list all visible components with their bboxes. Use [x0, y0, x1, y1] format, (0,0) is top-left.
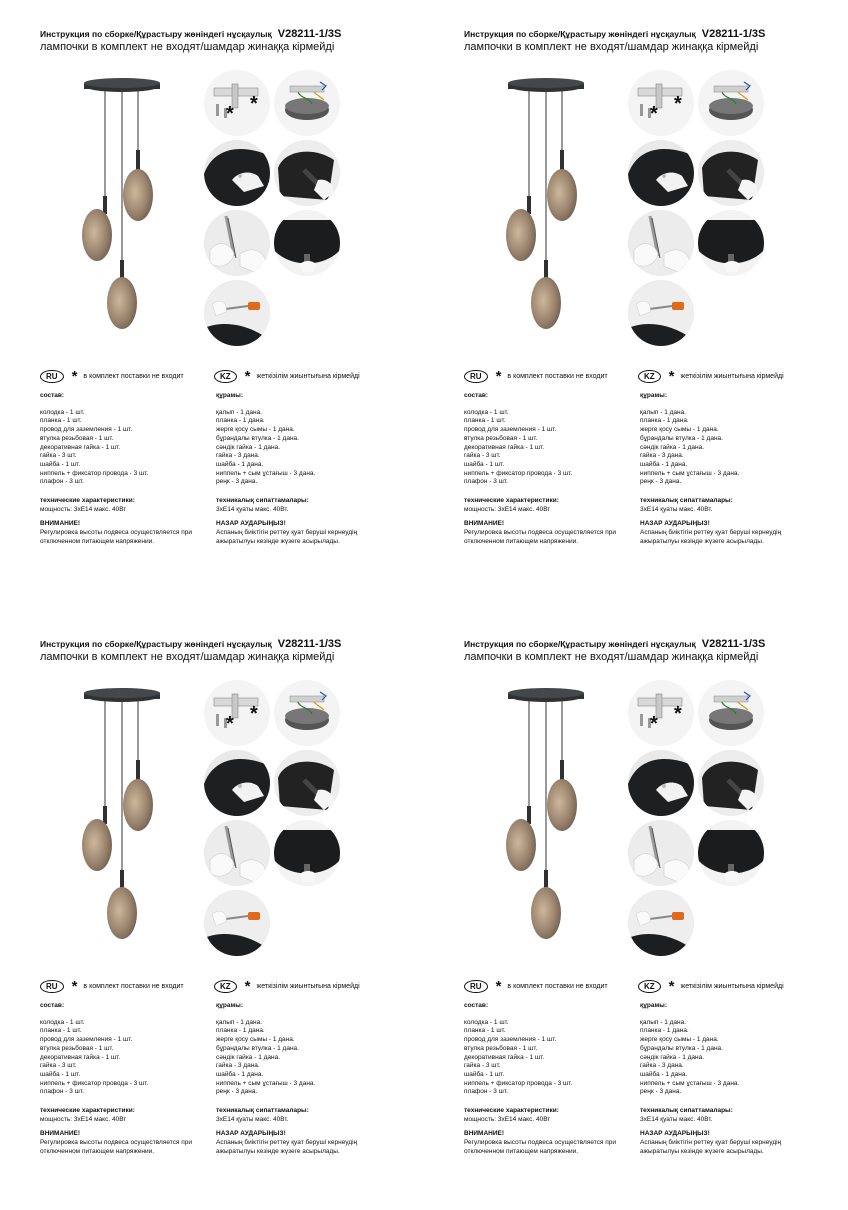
- bulbs-note: лампочки в комплект не входят/шамдар жинаққа кірмейді: [464, 651, 759, 663]
- contents-item: шайба - 1 шт.: [464, 1070, 505, 1078]
- bulbs-note: лампочки в комплект не входят/шамдар жинаққа кірмейді: [40, 651, 335, 663]
- legend-kz-text: жеткізілім жиынтығына кірмейді: [680, 983, 784, 990]
- instruction-title: Инструкция по сборке/Құрастыру жөніндегі нұсқаулық V28211-1/3S: [40, 28, 342, 40]
- contents-item: плафон - 3 шт.: [40, 1088, 84, 1096]
- contents-item: гайка - 3 шт.: [464, 1062, 501, 1070]
- step-2-canopy-wiring: [698, 70, 764, 136]
- contents-item: сәндік гайка - 1 дана.: [216, 443, 281, 451]
- ru-badge: RU: [40, 980, 64, 993]
- step-6-canopy-bottom: [698, 210, 764, 276]
- contents-item: втулка резьбовая - 1 шт.: [464, 434, 538, 442]
- legend-kz: [214, 977, 360, 995]
- contents-item: жерге қосу сымы - 1 дана.: [216, 1036, 295, 1044]
- warning-label: НАЗАР АУДАРЫҢЫЗ!: [216, 520, 286, 528]
- warning-text: Регулировка высоты подвеса осуществляется при отключенном питающем напряжении.: [40, 1139, 192, 1155]
- legend-ru: [464, 977, 608, 995]
- contents-item: гайка - 3 дана.: [216, 1062, 260, 1070]
- contents-title: құрамы:: [216, 392, 243, 399]
- pendant-lamp-illustration: [72, 682, 182, 952]
- bulbs-note: лампочки в комплект не входят/шамдар жинаққа кірмейді: [40, 41, 335, 53]
- instruction-sheet-3: [0, 610, 424, 1210]
- instruction-title: Инструкция по сборке/Құрастыру жөніндегі нұсқаулық V28211-1/3S: [464, 638, 766, 650]
- contents-item: ниппель + фиксатор провода - 3 шт.: [464, 469, 573, 477]
- contents-item: планка - 1 дана.: [640, 417, 689, 425]
- contents-item: ниппель + фиксатор провода - 3 шт.: [40, 1079, 149, 1087]
- assembly-steps: [204, 70, 344, 340]
- legend-ru: [40, 977, 184, 995]
- asterisk-icon: *: [71, 977, 78, 995]
- contents-item: гайка - 3 шт.: [40, 1062, 77, 1070]
- step-5-thread-wire: [628, 820, 694, 886]
- contents-item: жерге қосу сымы - 1 дана.: [640, 1036, 719, 1044]
- contents-item: гайка - 3 шт.: [464, 452, 501, 460]
- contents-ru: [464, 392, 634, 547]
- contents-item: шайба - 1 шт.: [40, 460, 81, 468]
- contents-item: реңк - 3 дана.: [216, 478, 258, 486]
- contents-item: колодка - 1 шт.: [464, 1018, 509, 1026]
- step-4-fix-screw: [274, 140, 340, 206]
- contents-item: планка - 1 шт.: [464, 417, 506, 425]
- contents-item: планка - 1 шт.: [40, 1027, 82, 1035]
- legend-kz: [214, 367, 360, 385]
- contents-ru: [464, 1002, 634, 1157]
- contents-title: состав:: [464, 1002, 489, 1009]
- contents-item: колодка - 1 шт.: [464, 408, 509, 416]
- contents-kz: [640, 1002, 820, 1157]
- contents-item: гайка - 3 дана.: [640, 452, 684, 460]
- contents-item: плафон - 3 шт.: [40, 478, 84, 486]
- tech-value: мощность: 3xE14 макс. 40Вт: [40, 505, 127, 513]
- contents-item: ниппель + сым ұстағыш - 3 дана.: [216, 1079, 316, 1087]
- contents-item: декоративная гайка - 1 шт.: [40, 443, 121, 451]
- warning-label: НАЗАР АУДАРЫҢЫЗ!: [640, 1130, 710, 1138]
- pendant-lamp-illustration: [496, 72, 606, 342]
- contents-item: планка - 1 шт.: [464, 1027, 506, 1035]
- asterisk-icon: *: [71, 367, 78, 385]
- bulbs-note: лампочки в комплект не входят/шамдар жинаққа кірмейді: [464, 41, 759, 53]
- legend-ru: [40, 367, 184, 385]
- contents-item: жерге қосу сымы - 1 дана.: [216, 426, 295, 434]
- model-number: V28211-1/3S: [277, 638, 342, 650]
- instruction-title: Инструкция по сборке/Құрастыру жөніндегі нұсқаулық V28211-1/3S: [40, 638, 342, 650]
- legend-ru-text: в комплект поставки не входит: [507, 983, 608, 990]
- warning-text: Аспаның биіктігін реттеу қуат беруші кернеудің ажыратылуы кезінде жүзеге асырылады.: [216, 1139, 358, 1155]
- contents-item: ниппель + сым ұстағыш - 3 дана.: [640, 1079, 740, 1087]
- step-5-thread-wire: [204, 820, 270, 886]
- contents-item: реңк - 3 дана.: [216, 1088, 258, 1096]
- contents-title: құрамы:: [640, 1002, 667, 1009]
- ru-badge: RU: [40, 370, 64, 383]
- tech-label: технические характеристики:: [464, 497, 559, 505]
- contents-item: қалып - 1 дана.: [640, 408, 687, 416]
- contents-kz: [216, 1002, 396, 1157]
- svg-text:*: *: [250, 703, 258, 725]
- contents-item: шайба - 1 дана.: [640, 460, 688, 468]
- legend-ru-text: в комплект поставки не входит: [507, 373, 608, 380]
- contents-item: бұрандалы втулка - 1 дана.: [216, 1044, 299, 1052]
- step-3-mount-canopy: [628, 750, 694, 816]
- asterisk-icon: *: [668, 367, 675, 385]
- pendant-lamp-illustration: [72, 72, 182, 342]
- contents-item: бұрандалы втулка - 1 дана.: [640, 434, 723, 442]
- kz-badge: KZ: [638, 370, 661, 383]
- kz-badge: KZ: [214, 980, 237, 993]
- step-2-canopy-wiring: [698, 680, 764, 746]
- step-1-parts: [204, 680, 270, 746]
- contents-item: сәндік гайка - 1 дана.: [640, 1053, 705, 1061]
- contents-title: құрамы:: [216, 1002, 243, 1009]
- instruction-sheet-4: [424, 610, 848, 1210]
- contents-title: состав:: [40, 392, 65, 399]
- warning-text: Аспаның биіктігін реттеу қуат беруші кернеудің ажыратылуы кезінде жүзеге асырылады.: [640, 529, 782, 545]
- contents-item: провод для заземления - 1 шт.: [40, 426, 133, 434]
- step-3-mount-canopy: [204, 140, 270, 206]
- step-5-thread-wire: [628, 210, 694, 276]
- warning-label: ВНИМАНИЕ!: [464, 520, 505, 528]
- contents-item: декоративная гайка - 1 шт.: [40, 1053, 121, 1061]
- asterisk-icon: *: [244, 367, 251, 385]
- kz-badge: KZ: [638, 980, 661, 993]
- contents-item: реңк - 3 дана.: [640, 1088, 682, 1096]
- model-number: V28211-1/3S: [701, 28, 766, 40]
- contents-item: сәндік гайка - 1 дана.: [640, 443, 705, 451]
- tech-label: технические характеристики:: [464, 1107, 559, 1115]
- warning-text: Регулировка высоты подвеса осуществляется при отключенном питающем напряжении.: [464, 529, 616, 545]
- tech-value: 3xE14 қуаты макс. 40Вт.: [640, 1115, 713, 1123]
- ru-badge: RU: [464, 370, 488, 383]
- tech-value: 3xE14 қуаты макс. 40Вт.: [216, 1115, 289, 1123]
- contents-item: планка - 1 шт.: [40, 417, 82, 425]
- warning-label: ВНИМАНИЕ!: [40, 520, 81, 528]
- contents-item: колодка - 1 шт.: [40, 1018, 85, 1026]
- contents-item: провод для заземления - 1 шт.: [40, 1036, 133, 1044]
- instruction-sheet-2: [424, 0, 848, 600]
- asterisk-icon: *: [244, 977, 251, 995]
- step-6-canopy-bottom: [274, 820, 340, 886]
- tech-label: технические характеристики:: [40, 1107, 135, 1115]
- contents-item: қалып - 1 дана.: [216, 1018, 263, 1026]
- warning-text: Регулировка высоты подвеса осуществляется при отключенном питающем напряжении.: [40, 529, 192, 545]
- model-number: V28211-1/3S: [277, 28, 342, 40]
- step-7-screwdriver: [204, 890, 270, 956]
- svg-text:*: *: [226, 713, 234, 735]
- contents-item: шайба - 1 дана.: [216, 1070, 264, 1078]
- contents-item: втулка резьбовая - 1 шт.: [40, 434, 114, 442]
- contents-item: гайка - 3 дана.: [216, 452, 260, 460]
- svg-text:*: *: [674, 703, 682, 725]
- tech-label: техникалық сипаттамалары:: [640, 497, 733, 505]
- kz-badge: KZ: [214, 370, 237, 383]
- legend-ru-text: в комплект поставки не входит: [83, 373, 184, 380]
- legend-ru: [464, 367, 608, 385]
- warning-text: Аспаның биіктігін реттеу қуат беруші кернеудің ажыратылуы кезінде жүзеге асырылады.: [216, 529, 358, 545]
- contents-item: шайба - 1 шт.: [464, 460, 505, 468]
- contents-item: ниппель + фиксатор провода - 3 шт.: [464, 1079, 573, 1087]
- warning-text: Аспаның биіктігін реттеу қуат беруші кернеудің ажыратылуы кезінде жүзеге асырылады.: [640, 1139, 782, 1155]
- step-1-parts: [628, 70, 694, 136]
- tech-value: мощность: 3xE14 макс. 40Вт: [40, 1115, 127, 1123]
- contents-item: втулка резьбовая - 1 шт.: [40, 1044, 114, 1052]
- step-1-parts: [628, 680, 694, 746]
- legend-kz: [638, 977, 784, 995]
- contents-item: қалып - 1 дана.: [640, 1018, 687, 1026]
- tech-value: мощность: 3xE14 макс. 40Вт: [464, 1115, 551, 1123]
- contents-item: бұрандалы втулка - 1 дана.: [216, 434, 299, 442]
- legend-kz-text: жеткізілім жиынтығына кірмейді: [680, 373, 784, 380]
- warning-text: Регулировка высоты подвеса осуществляется при отключенном питающем напряжении.: [464, 1139, 616, 1155]
- step-2-canopy-wiring: [274, 680, 340, 746]
- warning-label: НАЗАР АУДАРЫҢЫЗ!: [216, 1130, 286, 1138]
- contents-item: планка - 1 дана.: [216, 417, 265, 425]
- step-4-fix-screw: [274, 750, 340, 816]
- legend-kz-text: жеткізілім жиынтығына кірмейді: [256, 373, 360, 380]
- contents-kz: [216, 392, 396, 547]
- asterisk-icon: *: [495, 977, 502, 995]
- instruction-sheet-1: [0, 0, 424, 600]
- contents-item: плафон - 3 шт.: [464, 478, 508, 486]
- contents-item: қалып - 1 дана.: [216, 408, 263, 416]
- step-5-thread-wire: [204, 210, 270, 276]
- asterisk-icon: *: [495, 367, 502, 385]
- warning-label: ВНИМАНИЕ!: [464, 1130, 505, 1138]
- step-3-mount-canopy: [204, 750, 270, 816]
- contents-item: гайка - 3 дана.: [640, 1062, 684, 1070]
- legend-kz-text: жеткізілім жиынтығына кірмейді: [256, 983, 360, 990]
- svg-text:*: *: [250, 93, 258, 115]
- step-7-screwdriver: [628, 890, 694, 956]
- contents-item: провод для заземления - 1 шт.: [464, 1036, 557, 1044]
- contents-item: шайба - 1 дана.: [640, 1070, 688, 1078]
- contents-item: колодка - 1 шт.: [40, 408, 85, 416]
- contents-ru: [40, 392, 210, 547]
- step-4-fix-screw: [698, 140, 764, 206]
- contents-item: шайба - 1 дана.: [216, 460, 264, 468]
- contents-ru: [40, 1002, 210, 1157]
- contents-item: втулка резьбовая - 1 шт.: [464, 1044, 538, 1052]
- contents-item: жерге қосу сымы - 1 дана.: [640, 426, 719, 434]
- contents-item: планка - 1 дана.: [640, 1027, 689, 1035]
- contents-kz: [640, 392, 820, 547]
- contents-title: состав:: [464, 392, 489, 399]
- tech-label: технические характеристики:: [40, 497, 135, 505]
- step-7-screwdriver: [204, 280, 270, 346]
- contents-item: ниппель + сым ұстағыш - 3 дана.: [640, 469, 740, 477]
- tech-value: мощность: 3xE14 макс. 40Вт: [464, 505, 551, 513]
- svg-text:*: *: [674, 93, 682, 115]
- model-number: V28211-1/3S: [701, 638, 766, 650]
- tech-label: техникалық сипаттамалары:: [216, 497, 309, 505]
- warning-label: НАЗАР АУДАРЫҢЫЗ!: [640, 520, 710, 528]
- tech-value: 3xE14 қуаты макс. 40Вт.: [640, 505, 713, 513]
- asterisk-icon: *: [668, 977, 675, 995]
- tech-label: техникалық сипаттамалары:: [640, 1107, 733, 1115]
- contents-item: бұрандалы втулка - 1 дана.: [640, 1044, 723, 1052]
- pendant-lamp-illustration: [496, 682, 606, 952]
- assembly-steps: [628, 70, 768, 340]
- contents-item: провод для заземления - 1 шт.: [464, 426, 557, 434]
- tech-value: 3xE14 қуаты макс. 40Вт.: [216, 505, 289, 513]
- svg-text:*: *: [650, 713, 658, 735]
- contents-item: ниппель + сым ұстағыш - 3 дана.: [216, 469, 316, 477]
- step-6-canopy-bottom: [274, 210, 340, 276]
- svg-text:*: *: [226, 103, 234, 125]
- step-6-canopy-bottom: [698, 820, 764, 886]
- contents-item: плафон - 3 шт.: [464, 1088, 508, 1096]
- assembly-steps: [204, 680, 344, 950]
- tech-label: техникалық сипаттамалары:: [216, 1107, 309, 1115]
- instruction-title: Инструкция по сборке/Құрастыру жөніндегі нұсқаулық V28211-1/3S: [464, 28, 766, 40]
- step-4-fix-screw: [698, 750, 764, 816]
- step-2-canopy-wiring: [274, 70, 340, 136]
- ru-badge: RU: [464, 980, 488, 993]
- contents-item: реңк - 3 дана.: [640, 478, 682, 486]
- contents-item: шайба - 1 шт.: [40, 1070, 81, 1078]
- svg-text:*: *: [650, 103, 658, 125]
- step-1-parts: [204, 70, 270, 136]
- contents-title: құрамы:: [640, 392, 667, 399]
- legend-kz: [638, 367, 784, 385]
- contents-item: декоративная гайка - 1 шт.: [464, 1053, 545, 1061]
- step-3-mount-canopy: [628, 140, 694, 206]
- assembly-steps: [628, 680, 768, 950]
- contents-title: состав:: [40, 1002, 65, 1009]
- contents-item: гайка - 3 шт.: [40, 452, 77, 460]
- step-7-screwdriver: [628, 280, 694, 346]
- warning-label: ВНИМАНИЕ!: [40, 1130, 81, 1138]
- contents-item: планка - 1 дана.: [216, 1027, 265, 1035]
- legend-ru-text: в комплект поставки не входит: [83, 983, 184, 990]
- contents-item: сәндік гайка - 1 дана.: [216, 1053, 281, 1061]
- contents-item: декоративная гайка - 1 шт.: [464, 443, 545, 451]
- contents-item: ниппель + фиксатор провода - 3 шт.: [40, 469, 149, 477]
